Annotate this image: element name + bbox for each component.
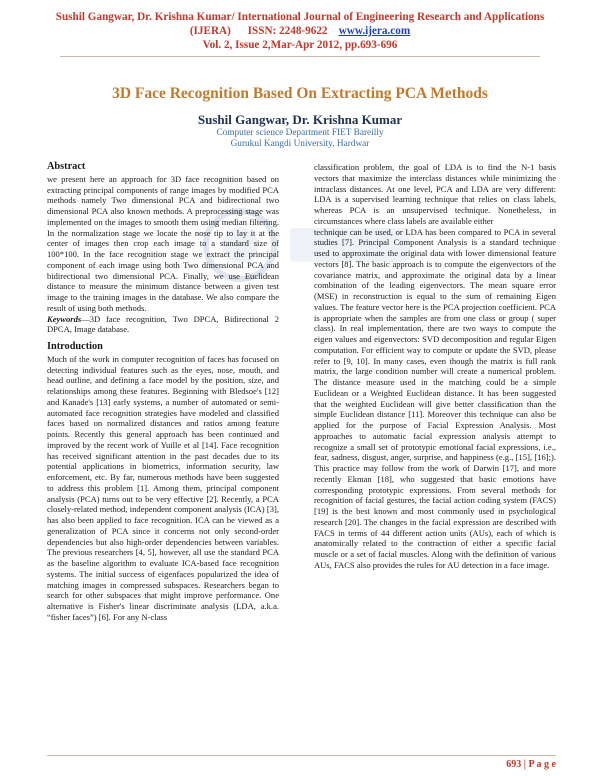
keywords bbox=[47, 314, 279, 336]
affiliation-department: Computer science Department FIET Bareilly bbox=[216, 128, 384, 138]
journal-abbr: (IJERA) bbox=[189, 25, 231, 37]
introduction-heading: Introduction bbox=[47, 341, 103, 352]
affiliation-university: Gurukul Kangdi University, Hardwar bbox=[230, 139, 370, 149]
header-divider bbox=[60, 56, 540, 57]
journal-header-line3: Vol. 2, Issue 2,Mar-Apr 2012, pp.693-696 bbox=[202, 39, 398, 51]
keywords-text: —3D face recognition, Two DPCA, Bidirectional 2 DPCA, Image database. bbox=[47, 313, 279, 335]
paper-authors: Sushil Gangwar, Dr. Krishna Kumar bbox=[197, 112, 403, 127]
footer-divider bbox=[47, 755, 556, 756]
journal-header bbox=[0, 10, 600, 52]
author-affiliation bbox=[0, 128, 600, 150]
issn: ISSN: 2248-9622 bbox=[247, 25, 328, 37]
journal-website-link[interactable]: www.ijera.com bbox=[338, 25, 411, 37]
right-column-paragraph-2: technique can be used, or LDA has been compared to PCA in several studies [7]. Principal Component Analysis is a standard technique used to approximate the original data with lower dimensional feature vectors [8]. The basic approach is to compute the eigenvectors of the covariance matrix, and approximate the original data by a linear combination of the leading eigenvectors. The mean square error (MSE) in reconstruction is equal to the sum of remaining Eigen values. The feature vector here is the PCA projection coefficient. PCA is appropriate when the samples are from one class or group ( super class). In real implementation, there are two ways to compute the eigen values and eigenvectors: SVD decomposition and regular Eigen computation. For efficient way to compute or update the SVD, please refer to [9, 10]. In many cases, even though the matrix is full rank matrix, the large condition number will create a numerical problem. The distance measure used in the matching could be a simple Euclidean or a Weighted Euclidean distance. It has been suggested that the weighted Euclidean will give better classification than the simple Euclidean distance [11]. Moreover this technique can also be applied for the purpose of Facial Expression Analysis. Most approaches to automatic facial expression analysis attempt to recognize a small set of prototypic emotional facial expressions, i.e., fear, sadness, disgust, anger, surprise, and happiness (e.g., [15], [16];). This practice may follow from the work of Darwin [17], and more recently Ekman [18], who suggested that basic emotions have corresponding prototypic expressions. From several methods for recognition of facial gestures, the facial action coding system (FACS) [19] is the best known and most commonly used in psychological research [20]. The changes in the facial expression are described with FACS in terms of 44 different action units (AUs), each of which is anatomically related to the contraction of either a specific facial muscle or a set of facial muscles. Along with the definition of various AUs, FACS also provides the rules for AU detection in a face image. bbox=[314, 226, 556, 570]
introduction-text: Much of the work in computer recognition of faces has focused on detecting individual features such as the eyes, nose, mouth, and head outline, and defining a face model by the position, size, and relationships among these features. Beginning with Bledsoe's [12] and Kanade's [13] early systems, a number of automated or semi-automated face recognition strategies have modeled and classified faces based on normalized distances and ratios among feature points. Recently this general approach has been continued and improved by the recent work of Yuille et al [14]. Face recognition has received significant attention in the past decades due to its potential applications in biometrics, information security, law enforcement, etc. By far, numerous methods have been suggested to address this problem [1]. Among them, principal component analysis (PCA) turns out to be very effective [2]. Recently, a PCA closely-related method, independent component analysis (ICA) [3], has also been applied to face recognition. ICA can be viewed as a generalization of PCA since it concerns not only second-order dependencies but also high-order dependencies between variables. The previous researchers [4, 5], however, all use the standard PCA as the baseline algorithm to evaluate ICA-based face recognition systems. The initial success of eigenfaces popularized the idea of matching images in compressed subspaces. Researchers began to search for other subspaces that might improve performance. One alternative is Fisher's linear discriminate analysis (LDA, a.k.a. “fisher faces”) [6]. For any N-class bbox=[47, 353, 279, 622]
right-column bbox=[314, 162, 556, 571]
keywords-label: Keywords bbox=[47, 313, 82, 324]
paper-title: 3D Face Recognition Based On Extracting PCA Methods bbox=[112, 85, 488, 102]
right-column-paragraph-1: classification problem, the goal of LDA is to find the N-1 basis vectors that maximize the interclass distances while minimizing the intraclass distances. At one level, PCA and LDA are very different: LDA is a supervised learning technique that relies on class labels, whereas PCA is an unsupervised technique. Nonetheless, in circumstances where class labels are available either bbox=[314, 162, 556, 226]
journal-header-line2 bbox=[0, 24, 600, 38]
abstract-text: we present here an approach for 3D face recognition based on extracting principal components of range images by modified PCA methods namely Two dimensional PCA and bidirectional two dimensional PCA also known methods. A preprocessing stage was implemented on the images to smooth them using median filtering. In the normalization stage we locate the nose tip to lay it at the center of images then crop each image to a standard size of 100*100. In the face recognition stage we extract the principal component of each image using both Two dimensional PCA and bidirectional two dimensional PCA. Finally, we use Euclidean distance to measure the minimum distance between a given test image to the training images in the database. We also compare the result of using both methods. bbox=[47, 173, 279, 313]
page-number: 693 | P a g e bbox=[506, 759, 556, 770]
abstract-heading: Abstract bbox=[47, 161, 86, 172]
journal-header-line1: Sushil Gangwar, Dr. Krishna Kumar/ International Journal of Engineering Research and Applications bbox=[55, 11, 545, 23]
left-column bbox=[47, 162, 279, 623]
